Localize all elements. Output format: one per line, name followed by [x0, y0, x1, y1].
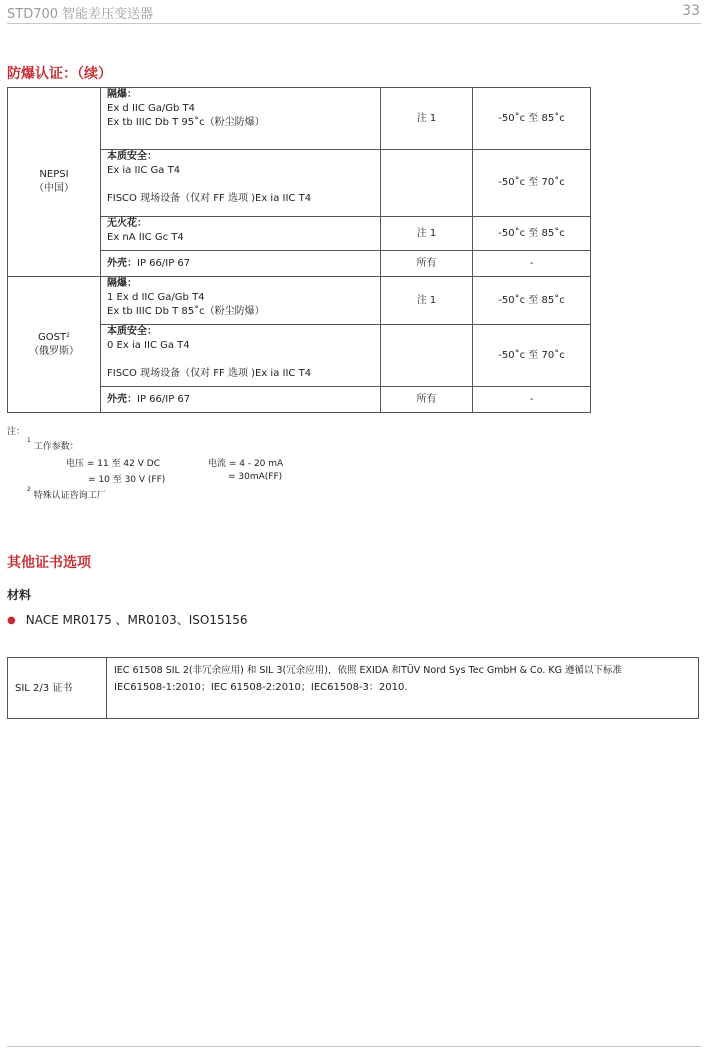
protection-line: FISCO 现场设备（仅对 FF 选项 )Ex ia IIC T4 — [107, 193, 312, 204]
region-cell-gost — [8, 277, 101, 413]
header-divider — [7, 23, 701, 24]
note-cell: 所有 — [381, 387, 473, 413]
temperature-cell: - — [473, 251, 591, 277]
protection-line: Ex d IIC Ga/Gb T4 — [107, 103, 195, 114]
protection-heading: 隔爆： — [107, 89, 137, 100]
protection-heading: 无火花： — [107, 218, 147, 229]
protection-heading: 外壳： — [107, 393, 137, 405]
temperature-cell: -50˚c 至 85˚c — [473, 217, 591, 251]
document-title: STD700 智能差压变送器 — [7, 7, 154, 22]
temperature-cell: -50˚c 至 85˚c — [473, 277, 591, 325]
protection-line: 0 Ex ia IIC Ga T4 — [107, 340, 190, 351]
protection-line: IP 66/IP 67 — [137, 393, 191, 405]
page-number: 33 — [682, 3, 700, 19]
note-2 — [27, 488, 106, 501]
ex-certification-table — [7, 87, 591, 413]
temperature-cell: -50˚c 至 70˚c — [473, 150, 591, 217]
protection-cell — [101, 217, 381, 251]
region-name: GOST — [38, 331, 67, 343]
protection-line: IP 66/IP 67 — [137, 257, 191, 269]
protection-heading: 外壳： — [107, 257, 137, 269]
protection-line: Ex tb IIIC Db T 85˚c（粉尘防爆） — [107, 306, 265, 317]
section-title-other-certificates: 其他证书选项 — [7, 555, 91, 571]
protection-heading: 本质安全： — [107, 326, 157, 337]
footnote-mark: 2 — [66, 331, 70, 339]
bullet-dot-icon: ● — [7, 615, 16, 626]
note-1 — [27, 439, 79, 452]
materials-heading: 材料 — [7, 588, 32, 602]
sil-description-line: IEC61508-1:2010；IEC 61508-2:2010；IEC61508-3：2010. — [114, 682, 408, 693]
protection-cell — [101, 150, 381, 217]
region-name: NEPSI — [39, 169, 69, 180]
region-country: （中国） — [34, 183, 74, 194]
protection-line: FISCO 现场设备（仅对 FF 选项 )Ex ia IIC T4 — [107, 368, 312, 379]
protection-line: 1 Ex d IIC Ga/Gb T4 — [107, 292, 205, 303]
protection-cell — [101, 88, 381, 150]
materials-list-item — [7, 611, 248, 628]
protection-cell — [101, 277, 381, 325]
region-cell-nepsi — [8, 88, 101, 277]
temperature-cell: -50˚c 至 85˚c — [473, 88, 591, 150]
note-cell: 注 1 — [381, 277, 473, 325]
protection-cell — [101, 251, 381, 277]
sil-label: SIL 2/3 证书 — [15, 682, 73, 694]
note-cell: 注 1 — [381, 88, 473, 150]
protection-heading: 本质安全： — [107, 151, 157, 162]
protection-line: Ex nA IIC Gc T4 — [107, 232, 184, 243]
protection-line: Ex tb IIIC Db T 95˚c（粉尘防爆） — [107, 117, 265, 128]
protection-cell — [101, 325, 381, 387]
footer-divider — [7, 1046, 701, 1047]
materials-text: NACE MR0175 、MR0103、ISO15156 — [25, 613, 248, 627]
footnote-mark: 2 — [27, 486, 31, 493]
sil-label-cell — [8, 658, 107, 719]
current-spec-ff: = 30mA(FF) — [228, 472, 283, 482]
protection-line: Ex ia IIC Ga T4 — [107, 165, 181, 176]
notes-label: 注： — [7, 427, 26, 437]
protection-cell — [101, 387, 381, 413]
temperature-cell: - — [473, 387, 591, 413]
voltage-spec-ff: = 10 至 30 V (FF) — [88, 475, 166, 485]
sil-description-line: IEC 61508 SIL 2(非冗余应用) 和 SIL 3(冗余应用)，依照 EXIDA 和TÜV Nord Sys Tec GmbH & Co. KG 遵循以下标准 — [114, 665, 622, 676]
sil-certificate-table — [7, 657, 699, 719]
voltage-spec: 电压 = 11 至 42 V DC — [66, 459, 160, 469]
current-spec: 电流 = 4 - 20 mA — [208, 459, 284, 469]
note-text: 特殊认证咨询工厂 — [33, 491, 106, 501]
footnote-mark: 1 — [27, 437, 31, 444]
region-country: （俄罗斯） — [29, 345, 79, 357]
temperature-cell: -50˚c 至 70˚c — [473, 325, 591, 387]
note-cell: 所有 — [381, 251, 473, 277]
note-cell — [381, 325, 473, 387]
note-text: 工作参数： — [33, 442, 79, 452]
protection-heading: 隔爆： — [107, 278, 137, 289]
note-cell — [381, 150, 473, 217]
table-row — [8, 277, 591, 325]
sil-description-cell — [107, 658, 699, 719]
page-header — [0, 0, 708, 28]
section-title-ex-certification: 防爆认证：（续） — [7, 66, 112, 82]
note-cell: 注 1 — [381, 217, 473, 251]
table-row — [8, 88, 591, 150]
